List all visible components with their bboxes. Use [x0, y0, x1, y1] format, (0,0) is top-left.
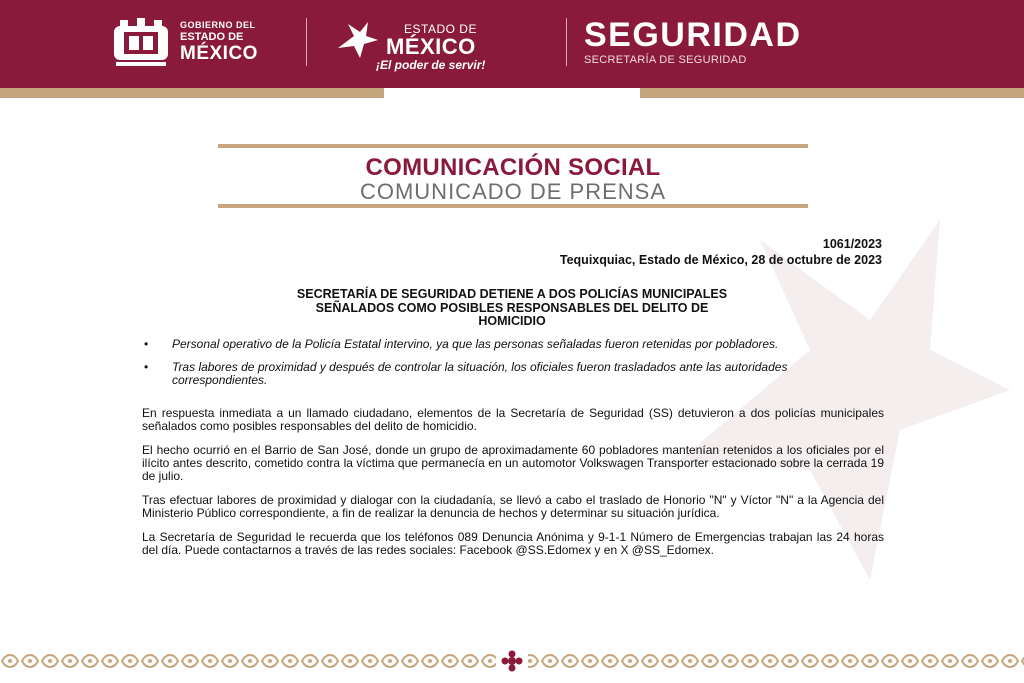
estado-mexico-logo — [334, 14, 544, 74]
edo-tagline: ¡El poder de servir! — [376, 58, 486, 72]
state-shield-icon — [112, 16, 170, 68]
body-text — [142, 407, 884, 568]
paragraph: La Secretaría de Seguridad le recuerda que los teléfonos 089 Denuncia Anónima y 9-1-1 Número de Emergencias trabajan las 24 horas del día. Puede contactarnos a través de las redes sociales: Facebook @SS.Edomex y en X @SS_Edomex. — [142, 530, 884, 557]
header-divider — [306, 18, 307, 66]
headline-line-2: SEÑALADOS COMO POSIBLES RESPONSABLES DEL DELITO DE — [315, 300, 709, 315]
gobierno-logo — [112, 16, 258, 68]
hummingbird-icon — [334, 18, 382, 62]
title-line-1: COMUNICACIÓN SOCIAL — [365, 154, 661, 181]
paragraph: El hecho ocurrió en el Barrio de San José, donde un grupo de aproximadamente 60 pobladores mantenían retenidos a los oficiales por el ilícito antes descrito, cometido contra la víctima que permanecía en un automotor Volkswagen Transporter estacionado sobre la cerrada 19 de julio. — [142, 443, 884, 483]
bullet-dot-icon: • — [144, 360, 149, 374]
title-rule-top — [218, 144, 808, 148]
ornament-border-icon — [0, 650, 1024, 672]
bullet-text: Tras labores de proximidad y después de controlar la situación, los oficiales fueron trasladados ante las autoridades correspondientes. — [172, 360, 788, 387]
gov-line-2: ESTADO DE — [180, 31, 244, 43]
headline-line-3: HOMICIDIO — [478, 314, 546, 328]
edo-line-2: MÉXICO — [386, 34, 476, 59]
headline — [140, 288, 884, 329]
press-meta — [560, 236, 882, 268]
gold-strip-right — [640, 88, 1024, 98]
paragraph: Tras efectuar labores de proximidad y dialogar con la ciudadanía, se llevó a cabo el traslado de Honorio "N" y Víctor "N" a la Agencia del Ministerio Público correspondiente, a fin de realizar la denuncia de hechos y determinar su situación jurídica. — [142, 493, 884, 520]
title-rule-bottom — [218, 204, 808, 208]
bullet-text: Personal operativo de la Policía Estatal intervino, ya que las personas señaladas fueron retenidas por pobladores. — [172, 337, 779, 351]
paragraph: En respuesta inmediata a un llamado ciudadano, elementos de la Secretaría de Seguridad (SS) detuvieron a dos policías municipales señalados como posibles responsables del delito de homicidio. — [142, 406, 884, 433]
seg-subtitle: SECRETARÍA DE SEGURIDAD — [584, 54, 747, 66]
seg-title: SEGURIDAD — [584, 16, 802, 54]
press-place-date: Tequixquiac, Estado de México, 28 de octubre de 2023 — [559, 253, 882, 267]
bullet-item — [140, 338, 884, 351]
edo-line-1: ESTADO DE — [404, 22, 477, 36]
gold-strip-left — [0, 88, 384, 98]
header-divider — [566, 18, 567, 66]
headline-line-1: SECRETARÍA DE SEGURIDAD DETIENE A DOS POLICÍAS MUNICIPALES — [296, 287, 728, 301]
gov-line-1: GOBIERNO DEL — [180, 20, 256, 30]
seguridad-logo — [584, 18, 802, 66]
title-line-2: COMUNICADO DE PRENSA — [359, 179, 667, 204]
bullet-list — [140, 338, 884, 397]
press-number: 1061/2023 — [822, 237, 882, 251]
bullet-dot-icon: • — [144, 337, 149, 351]
gov-line-3: MÉXICO — [180, 43, 258, 64]
title-box — [218, 144, 808, 206]
bullet-item — [140, 361, 884, 387]
